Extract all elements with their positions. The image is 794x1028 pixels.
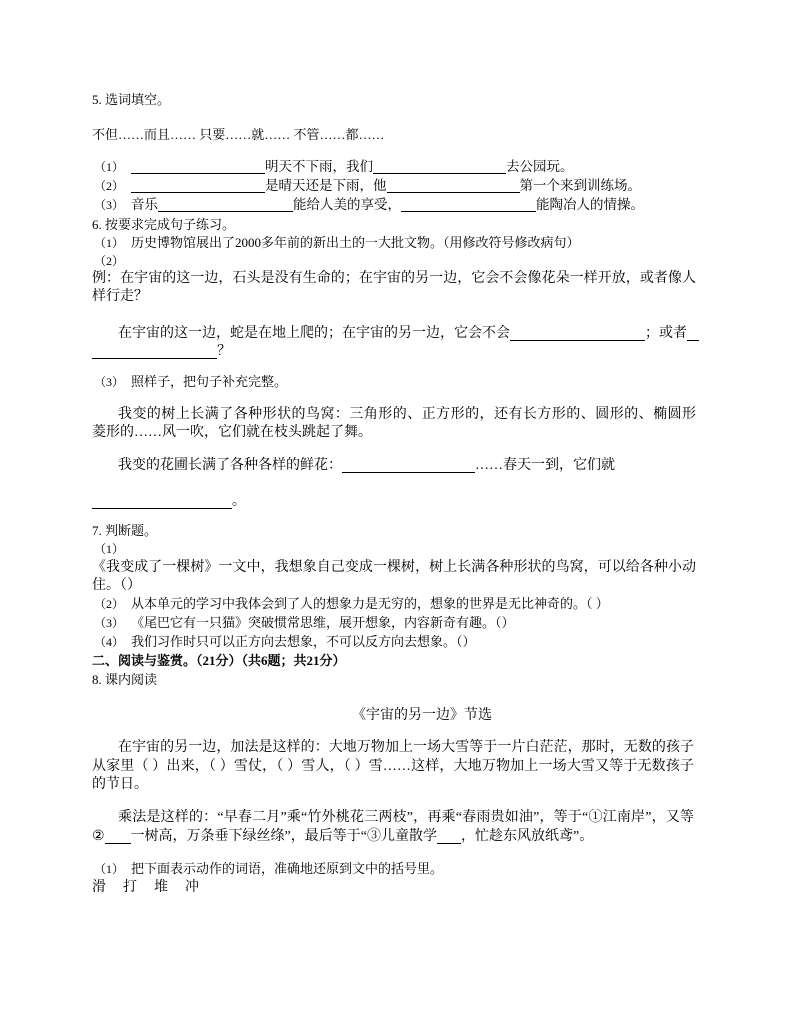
prompt-text: ；或者 <box>645 326 687 341</box>
example-sentence-line: 例：在宇宙的这一边，石头是没有生命的；在宇宙的另一边，它会不会像花朵一样开放，或者像人 <box>92 271 696 286</box>
question-6-item-3-prompt <box>118 457 615 475</box>
action-word: 冲 <box>185 880 199 895</box>
passage-title: 《宇宙的另一边》节选 <box>352 708 492 723</box>
passage-text: 一树高，万条垂下绿丝绦”，最后等于“③儿童散学 <box>130 829 437 844</box>
answer-blank <box>131 177 265 193</box>
answer-blank <box>342 457 475 473</box>
item-text: 历史博物馆展出了2000多年前的新出土的一大批文物。（用修改符号修改病句） <box>131 235 580 250</box>
item-text: 去公园玩。 <box>506 159 574 174</box>
item-text: 照样子，把句子补充完整。 <box>131 374 288 389</box>
answer-blank <box>92 493 232 509</box>
item-text: 《尾巴它有一只猫》突破惯常思维，展开想象，内容新奇有趣。（） <box>131 615 515 630</box>
answer-blank <box>158 196 293 212</box>
passage-text: ② <box>92 829 105 844</box>
answer-blank <box>437 828 461 844</box>
question-6-item-1 <box>92 234 580 252</box>
action-word-list <box>92 879 216 897</box>
answer-blank <box>401 196 536 212</box>
item-number: （1） <box>94 160 125 174</box>
answer-blank <box>131 158 265 174</box>
question-5-item-2 <box>92 177 641 195</box>
prompt-text: 我变的花圃长满了各种各样的鲜花： <box>118 458 342 473</box>
question-8-sub-1 <box>92 860 443 878</box>
item-number: （3） <box>94 198 125 212</box>
item-number: （4） <box>94 635 125 649</box>
example-sentence-line: 样行走？ <box>92 289 148 304</box>
question-5-word-options: 不但……而且…… 只要……就…… 不管……都…… <box>92 127 385 142</box>
passage-line: 从家里（ ）出来，（ ）雪仗，（ ）雪人，（ ）雪……这样，大地万物加上一场大雪又等于无数孩子 <box>92 759 694 774</box>
question-6-item-2-prompt <box>118 325 699 343</box>
action-word: 滑 <box>92 880 106 895</box>
passage-line: 在宇宙的另一边，加法是这样的：大地万物加上一场大雪等于一片白茫茫，那时，无数的孩子 <box>118 740 694 755</box>
passage-line <box>92 828 593 846</box>
item-number: （1） <box>94 542 125 556</box>
item-text: 音乐 <box>131 197 158 212</box>
passage-text: ，忙趁东风放纸鸢”。 <box>461 829 594 844</box>
answer-blank <box>373 158 506 174</box>
question-7-item-2 <box>92 595 609 613</box>
question-7-item-1-number <box>92 540 131 558</box>
question-5-item-3 <box>92 196 644 214</box>
question-8-title: 8. 课内阅读 <box>92 672 158 687</box>
question-6-title: 6. 按要求完成句子练习。 <box>92 217 236 232</box>
question-5-item-1 <box>92 158 574 176</box>
answer-blank <box>105 828 131 844</box>
question-5-title: 5. 选词填空。 <box>92 92 171 107</box>
item-text: 是晴天还是下雨，他 <box>265 178 387 193</box>
prompt-text: ……春天一到，它们就 <box>475 458 615 473</box>
action-word: 堆 <box>154 880 168 895</box>
question-7-title: 7. 判断题。 <box>92 523 158 538</box>
prompt-text: 。 <box>232 494 246 509</box>
item-text: 从本单元的学习中我体会到了人的想象力是无穷的，想象的世界是无比神奇的。（ ） <box>131 596 609 611</box>
passage-line: 的节日。 <box>92 777 148 792</box>
item-number: （2） <box>94 597 125 611</box>
item-number: （3） <box>94 616 125 630</box>
answer-blank <box>687 325 699 341</box>
prompt-text: 在宇宙的这一边，蛇是在地上爬的；在宇宙的另一边，它会不会 <box>118 326 510 341</box>
item-text: 把下面表示动作的词语，准确地还原到文中的括号里。 <box>131 861 444 876</box>
question-6-item-3-prompt-end <box>92 493 246 511</box>
section-heading: 二、阅读与鉴赏。（21分）（共6题；共21分） <box>92 653 346 668</box>
item-number: （1） <box>94 862 125 876</box>
question-7-item-1-text: 住。（） <box>92 578 141 593</box>
answer-blank <box>92 343 217 359</box>
answer-blank <box>510 325 645 341</box>
question-6-item-3 <box>92 373 287 391</box>
question-7-item-3 <box>92 614 515 632</box>
question-6-item-2-prompt-end <box>92 343 231 361</box>
item-text: 我们习作时只可以正方向去想象，不可以反方向去想象。（） <box>131 634 476 649</box>
example-sentence-line: 我变的树上长满了各种形状的鸟窝：三角形的、正方形的，还有长方形的、圆形的、椭圆形 <box>118 407 696 422</box>
question-6-item-2-number <box>92 252 131 270</box>
item-number: （2） <box>94 179 125 193</box>
item-number: （1） <box>94 236 125 250</box>
item-number: （2） <box>94 254 125 268</box>
passage-line: 乘法是这样的：“早春二月”乘“竹外桃花三两枝”，再乘“春雨贵如油”，等于“①江南岸”，又等 <box>118 810 694 825</box>
action-word: 打 <box>123 880 137 895</box>
answer-blank <box>387 177 520 193</box>
question-7-item-4 <box>92 633 476 651</box>
question-7-item-1-text: 《我变成了一棵树》一文中，我想象自己变成一棵树，树上长满各种形状的鸟窝，可以给各种小动 <box>92 560 696 575</box>
item-number: （3） <box>94 375 125 389</box>
item-text: 第一个来到训练场。 <box>519 178 641 193</box>
example-sentence-line: 菱形的……风一吹，它们就在枝头跳起了舞。 <box>92 425 372 440</box>
item-text: 能陶冶人的情操。 <box>536 197 644 212</box>
prompt-text: ？ <box>217 344 231 359</box>
item-text: 能给人美的享受， <box>293 197 401 212</box>
item-text: 明天不下雨，我们 <box>265 159 373 174</box>
